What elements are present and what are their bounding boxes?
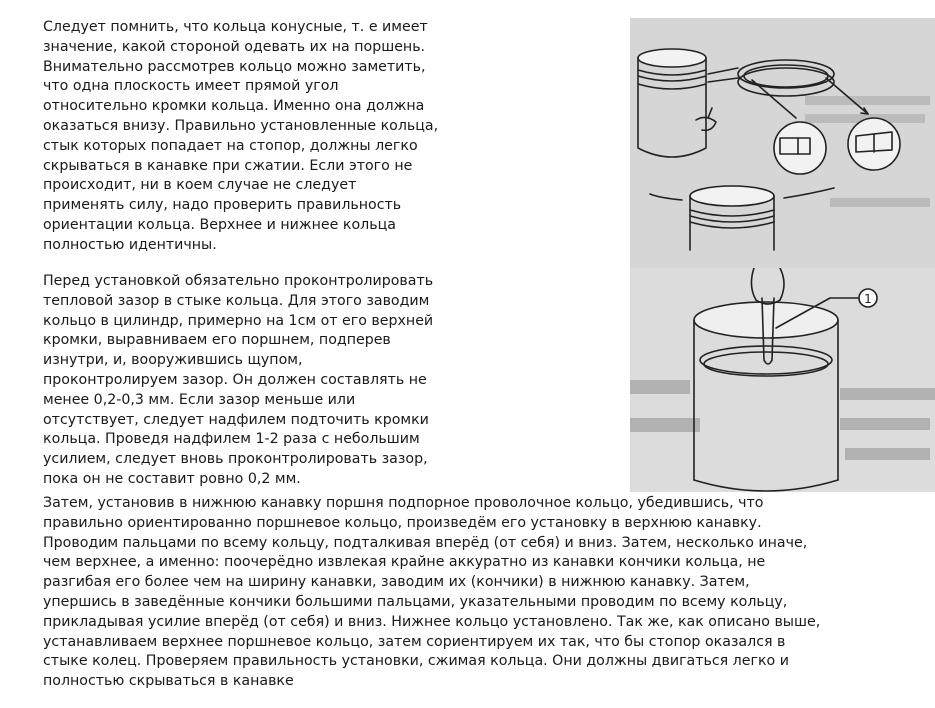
text-line: кольца. Проведя надфилем 1-2 раза с небольшим xyxy=(43,431,420,448)
text-line: правильно ориентированно поршневое кольцо, произведём его установку в верхнюю канавку. xyxy=(43,514,762,531)
text-line: Затем, установив в нижнюю канавку поршня подпорное проволочное кольцо, убедившись, что xyxy=(43,495,764,511)
text-line: оказаться внизу. Правильно установленные кольца, xyxy=(43,117,439,134)
text-line: менее 0,2-0,3 мм. Если зазор меньше или xyxy=(43,391,356,408)
paragraph-ring-installation xyxy=(43,494,820,692)
text-line: что одна плоскость имеет прямой угол xyxy=(43,78,339,95)
text-line: усилием, следует вновь проконтролировать зазор, xyxy=(43,451,428,468)
text-line: разгибая его более чем на ширину канавки, заводим их (кончики) в нижнюю канавку. Затем, xyxy=(43,574,750,591)
piston-rings-drawing xyxy=(630,18,935,268)
text-line: упершись в заведённые кончики большими пальцами, указательными проводим по всему кольцу, xyxy=(43,593,788,610)
text-line: полностью скрываться в канавке xyxy=(43,673,294,690)
text-line: пока он не составит ровно 0,2 мм. xyxy=(43,470,301,487)
text-line: полностью идентичны. xyxy=(43,236,217,253)
text-line: чем верхнее, а именно: поочерёдно извлекая крайне аккуратно из канавки кончики кольца, не xyxy=(43,554,766,571)
text-line: Проводим пальцами по всему кольцу, подталкивая вперёд (от себя) и вниз. Затем, несколько иначе, xyxy=(43,534,808,551)
piston-rings-illustration xyxy=(630,18,935,268)
text-line: кольцо в цилиндр, примерно на 1см от его верхней xyxy=(43,312,434,329)
text-line: тепловой зазор в стыке кольца. Для этого заводим xyxy=(43,292,430,309)
text-line: значение, какой стороной одевать их на поршень. xyxy=(43,38,426,55)
text-line: Перед установкой обязательно проконтролировать xyxy=(43,273,434,289)
text-line: происходит, ни в коем случае не следует xyxy=(43,177,357,194)
text-line: кромки, выравниваем его поршнем, подперев xyxy=(43,332,391,349)
text-line: относительно кромки кольца. Именно она должна xyxy=(43,98,425,115)
text-line: применять силу, надо проверить правильность xyxy=(43,197,402,214)
text-line: прикладывая усилие вперёд (от себя) и вниз. Нижнее кольцо установлено. Так же, как описано выше, xyxy=(43,613,821,630)
paragraph-thermal-gap xyxy=(43,272,433,490)
paragraph-ring-orientation xyxy=(43,18,438,256)
text-line: стыке колец. Проверяем правильность установки, сжимая кольца. Они должны двигаться легко и xyxy=(43,653,789,670)
feeler-gauge-drawing xyxy=(630,268,935,492)
text-line: ориентации кольца. Верхнее и нижнее кольца xyxy=(43,216,396,233)
callout-number: 1 xyxy=(864,292,872,306)
text-line: проконтролируем зазор. Он должен составлять не xyxy=(43,371,427,388)
text-line: стык которых попадает на стопор, должны легко xyxy=(43,137,418,154)
text-line: изнутри, и, вооружившись щупом, xyxy=(43,352,303,369)
cylinder-feeler-gauge-illustration xyxy=(630,268,935,492)
text-line: скрываться в канавке при сжатии. Если этого не xyxy=(43,157,413,174)
text-line: Следует помнить, что кольца конусные, т. е имеет xyxy=(43,19,428,35)
text-line: устанавливаем верхнее поршневое кольцо, затем сориентируем их так, что бы стопор оказался в xyxy=(43,633,786,650)
text-line: отсутствует, следует надфилем подточить кромки xyxy=(43,411,429,428)
text-line: Внимательно рассмотрев кольцо можно заметить, xyxy=(43,58,426,75)
